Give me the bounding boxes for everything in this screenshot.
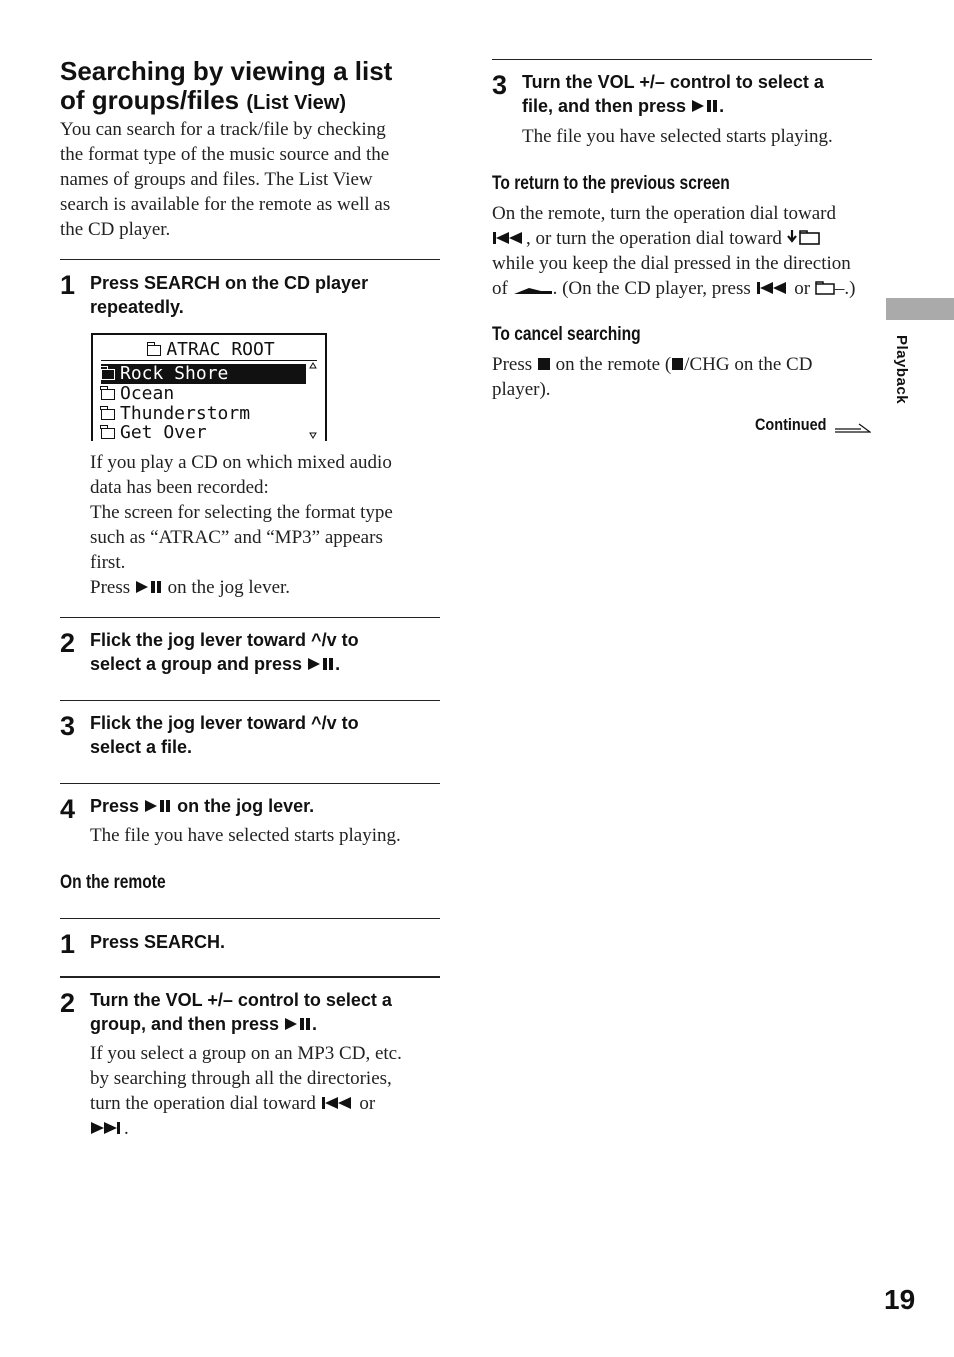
lcd-display [91,333,327,441]
step-heading [90,271,440,319]
step-heading-line: Turn the VOL +/– control to select a [522,72,824,92]
intro-line: You can search for a track/file by checking [60,119,386,140]
section-tab-label: Playback [893,335,910,405]
play-pause-icon [691,99,719,113]
return-text: –.) [834,278,856,299]
divider [60,259,440,260]
previous-track-icon [321,1096,355,1110]
folder-down-icon [787,229,821,245]
cancel-line: player). [492,379,551,400]
note-line: data has been recorded: [90,477,269,498]
step-number: 4 [60,794,76,824]
lcd-list-item [101,423,207,443]
folder-icon [815,281,835,295]
folder-icon [101,428,115,439]
lcd-title-divider [101,360,317,361]
lcd-item-label: Thunderstorm [120,403,251,424]
cancel-text: Press [492,354,533,375]
note-line: If you play a CD on which mixed audio [90,452,392,473]
note-line: first. [90,552,126,573]
step-number: 1 [60,270,76,300]
continued-text: Continued [755,415,827,434]
step-heading-line: file, and then press [522,96,687,116]
return-heading: To return to the previous screen [492,173,730,194]
return-text: of [492,278,508,299]
cancel-text: /CHG on the CD [684,354,813,375]
lcd-item-label: Rock Shore [120,363,229,384]
folder-icon [101,389,115,400]
lcd-item-label: Ocean [120,383,175,404]
folder-icon [147,345,161,356]
step-number: 3 [60,711,76,741]
return-text: . (On the CD player, press [552,278,751,299]
step-number: 1 [60,929,76,959]
step-heading-line: Turn the VOL +/– control to select a [90,990,392,1010]
cancel-heading: To cancel searching [492,324,641,345]
play-pause-icon [135,580,163,594]
step-heading: Press SEARCH. [90,932,226,952]
next-track-icon [90,1121,124,1135]
previous-track-icon [756,281,790,295]
continued-arrow-icon [835,422,871,434]
remote-heading: On the remote [60,872,166,893]
cancel-paragraph [492,352,877,402]
lcd-list-item [101,404,250,424]
intro-line: the format type of the music source and the [60,144,390,165]
play-pause-icon [144,799,172,813]
note-text: on the jog lever. [167,577,291,598]
step-number: 2 [60,988,76,1018]
step-number: 3 [492,70,508,100]
step-body-text: or [359,1093,376,1114]
step-heading: Flick the jog lever toward ^/v to select a group and press . [90,628,440,676]
page-title-line2: of groups/files [60,85,240,115]
mixed-data-note [90,450,440,600]
divider [492,59,872,60]
play-pause-icon [284,1017,312,1031]
step-heading-text: on the jog lever. [177,796,315,816]
divider [60,918,440,919]
intro-line: search is available for the remote as well as [60,194,391,215]
continued-label [755,415,875,435]
stop-icon [537,357,551,371]
lcd-list-item [101,384,174,404]
divider [60,976,440,978]
stop-icon [671,357,684,371]
step-body: The file you have selected starts playing. [522,126,833,147]
step-heading-line: group, and then press [90,1014,280,1034]
return-paragraph [492,201,877,301]
note-line: such as “ATRAC” and “MP3” appears [90,527,383,548]
intro-line: the CD player. [60,219,171,240]
step-body-line: by searching through all the directories, [90,1068,392,1089]
step-body: The file you have selected starts playing. [90,825,401,846]
step-heading-line: select a file. [90,737,193,757]
step-heading-line: select a group and press [90,654,303,674]
note-text: Press [90,577,131,598]
previous-track-icon [492,231,526,245]
step-body: If you select a group on an MP3 CD, etc. by searching through all the directories, turn the operation dial toward or . [90,1041,440,1141]
divider [60,783,440,784]
step-heading: Turn the VOL +/– control to select a group, and then press . [90,988,440,1036]
divider [60,700,440,701]
step-body-text: turn the operation dial toward [90,1093,316,1114]
page-title [60,57,450,118]
step-body-line: If you select a group on an MP3 CD, etc. [90,1043,402,1064]
step-heading-line: Press SEARCH on the CD player [90,273,369,293]
play-pause-icon [307,657,335,671]
step-heading-text: Press [90,796,140,816]
lcd-title-text: ATRAC ROOT [166,339,275,360]
return-text: or [794,278,811,299]
intro-paragraph [60,117,440,242]
scroll-down-icon [309,431,317,439]
step-heading-line: Flick the jog lever toward ^/v to [90,713,359,733]
page-title-suffix: (List View) [246,92,347,114]
lcd-item-label: Get Over [120,422,207,443]
section-tab [886,298,954,320]
step-number: 2 [60,628,76,658]
note-line: The screen for selecting the format type [90,502,393,523]
page-number: 19 [884,1284,916,1315]
dial-direction-icon [513,283,553,295]
step-heading [90,711,440,759]
intro-line: names of groups and files. The List View [60,169,373,190]
folder-icon [101,409,115,420]
step-heading-line: Flick the jog lever toward ^/v to [90,630,359,650]
scroll-up-icon [309,362,317,370]
page-title-line1: Searching by viewing a list [60,56,393,86]
step-heading: Turn the VOL +/– control to select a file, and then press . [522,70,872,118]
divider [60,617,440,618]
return-line: On the remote, turn the operation dial toward [492,203,837,224]
lcd-title [93,339,329,361]
folder-icon [101,369,115,380]
cancel-text: on the remote ( [555,354,672,375]
step-heading [90,794,440,818]
lcd-list-item-selected [101,364,306,384]
return-line: while you keep the dial pressed in the direction [492,253,851,274]
return-text: , or turn the operation dial toward [526,228,782,249]
step-heading-line: repeatedly. [90,297,184,317]
